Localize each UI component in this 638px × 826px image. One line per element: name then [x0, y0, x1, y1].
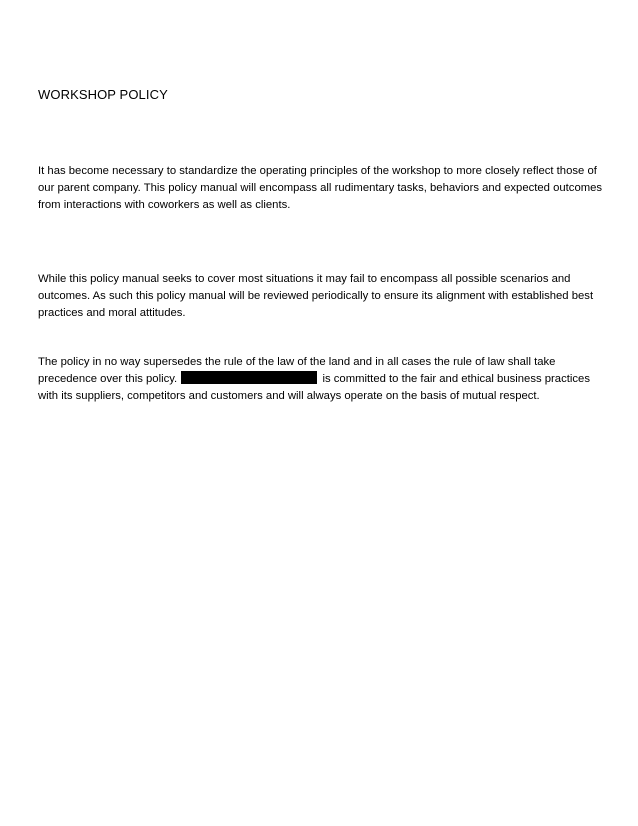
policy-paragraph-law	[38, 354, 604, 406]
document-title: WORKSHOP POLICY	[38, 87, 168, 102]
paragraph-text-after-redaction: is committed to the fair and ethical business practices with its suppliers, competitors and customers and will always operate on the basis of mutual respect.	[38, 373, 590, 403]
paragraph-text-before-redaction: The policy in no way supersedes the rule of the law of the land and in all cases the rule of law shall take precedence over this policy.	[38, 356, 556, 386]
policy-paragraph-intro: It has become necessary to standardize the operating principles of the workshop to more closely reflect those of our parent company. This policy manual will encompass all rudimentary tasks, behaviors and expected outcomes from interactions with coworkers as well as clients.	[38, 165, 603, 212]
policy-paragraph-scope: While this policy manual seeks to cover most situations it may fail to encompass all possible scenarios and outcomes. As such this policy manual will be reviewed periodically to ensure its alignment with established best practices and moral attitudes.	[38, 273, 594, 320]
redaction-bar	[181, 371, 317, 384]
